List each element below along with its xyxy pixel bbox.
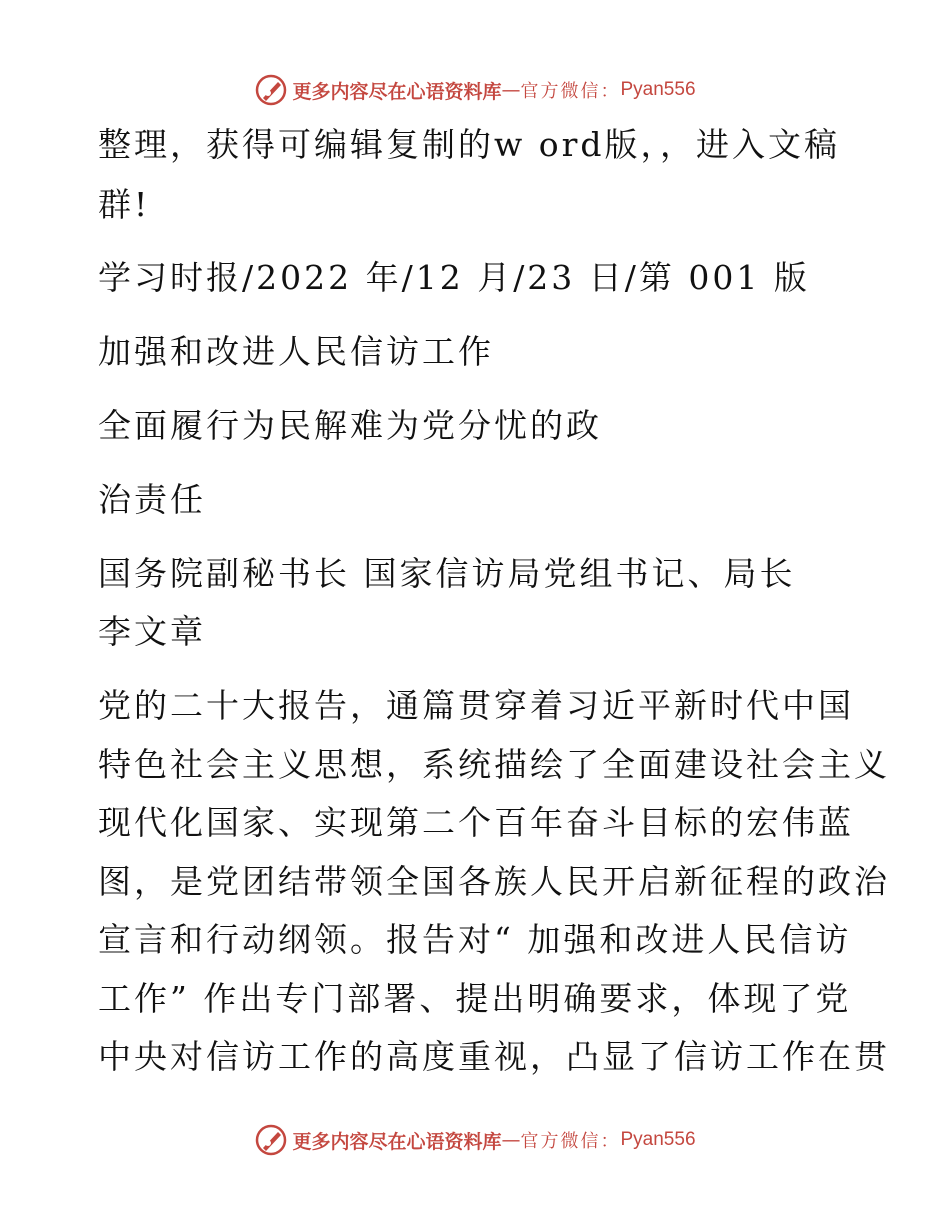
wechat-id: Pyan556 [620, 79, 696, 100]
header-watermark-banner [0, 70, 950, 110]
text-line: 群! [98, 185, 151, 224]
subheadline: 全面履行为民解难为党分忧的政 [98, 406, 602, 445]
paragraph-line: 党的二十大报告，通篇贯穿着习近平新时代中国 [98, 686, 854, 725]
red-pen-emblem-icon [254, 73, 288, 107]
separator: — [501, 1129, 521, 1151]
text-line: 整理，获得可编辑复制的w ord版，，进入文稿 [98, 125, 841, 164]
separator: — [501, 79, 521, 101]
author-name: 李文章 [98, 612, 206, 651]
wechat-label: 官方微信： [520, 81, 621, 102]
subheadline-continued: 治责任 [98, 480, 206, 519]
author-title: 国务院副秘书长 国家信访局党组书记、局长 [98, 554, 796, 593]
wechat-label: 官方微信： [520, 1131, 621, 1152]
red-pen-emblem-icon [254, 1123, 288, 1157]
paragraph-line: 现代化国家、实现第二个百年奋斗目标的宏伟蓝 [98, 803, 854, 842]
paragraph-line: 特色社会主义思想，系统描绘了全面建设社会主义 [98, 745, 890, 784]
footer-watermark-banner [0, 1120, 950, 1160]
wechat-id: Pyan556 [620, 1129, 696, 1150]
paragraph-line: 中央对信访工作的高度重视，凸显了信访工作在贯 [98, 1037, 890, 1076]
paragraph-line: 工作” 作出专门部署、提出明确要求，体现了党 [98, 979, 852, 1018]
paragraph-line: 宣言和行动纲领。报告对“ 加强和改进人民信访 [98, 920, 852, 959]
dateline: 学习时报/2022 年/12 月/23 日/第 001 版 [98, 258, 810, 297]
headline: 加强和改进人民信访工作 [98, 332, 494, 371]
brand-text: 更多内容尽在心语资料库 [292, 1130, 502, 1153]
brand-text: 更多内容尽在心语资料库 [292, 80, 502, 103]
paragraph-line: 图，是党团结带领全国各族人民开启新征程的政治 [98, 862, 890, 901]
